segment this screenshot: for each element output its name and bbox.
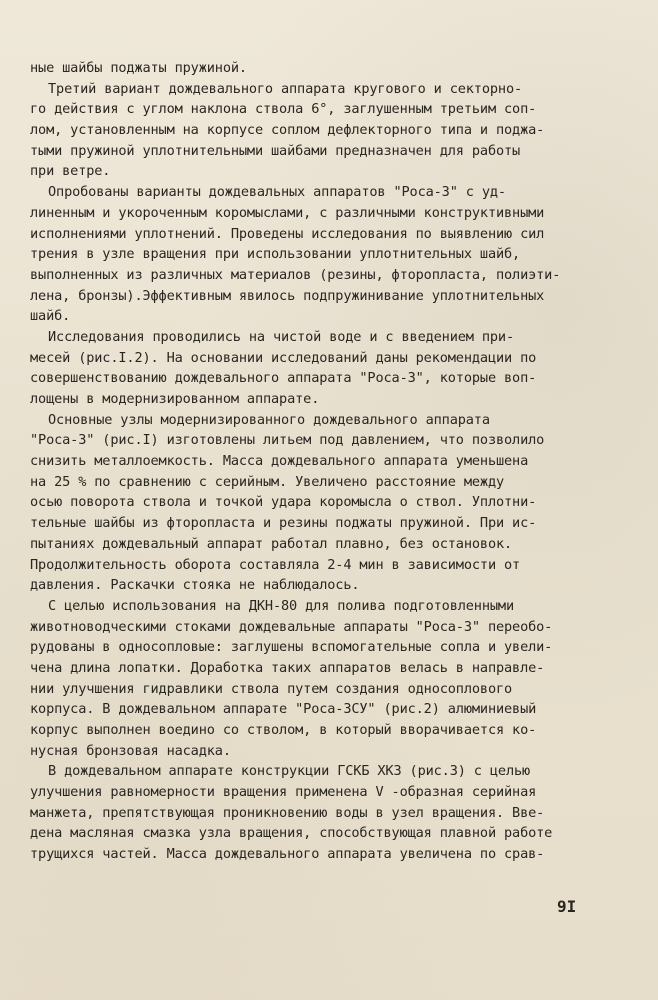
paragraph-start-line: С целью использования на ДКН-80 для полива подготовленными	[48, 597, 514, 614]
text-line: лена, бронзы).Эффективным явилось подпружинивание уплотнительных	[30, 287, 545, 304]
text-line: пытаниях дождевальный аппарат работал плавно, без остановок.	[30, 535, 513, 552]
text-line: линенным и укороченным коромыслами, с различными конструктивными	[30, 204, 545, 221]
text-line: трения в узле вращения при использовании уплотнительных шайб,	[30, 246, 521, 263]
text-line: ные шайбы поджаты пружиной.	[30, 60, 247, 76]
text-line: совершенствованию дождевального аппарата "Роса-3", которые воп-	[30, 370, 537, 387]
paragraph-start-line: Третий вариант дождевального аппарата кругового и секторно-	[48, 80, 523, 97]
text-line: тельные шайбы из фторопласта и резины поджаты пружиной. При ис-	[30, 515, 537, 532]
text-line: трущихся частей. Масса дождевального аппарата увеличена по срав-	[30, 846, 545, 863]
text-line: животноводческими стоками дождевальные аппараты "Роса-3" переобо-	[30, 618, 553, 635]
paragraph-start-line: Основные узлы модернизированного дождевального аппарата	[48, 411, 490, 428]
text-line: корпус выполнен воедино со стволом, в который вворачивается ко-	[30, 722, 537, 738]
text-line: го действия с углом наклона ствола 6°, заглушенным третьим соп-	[30, 101, 537, 118]
text-line: снизить металлоемкость. Масса дождевального аппарата уменьшена	[30, 453, 529, 470]
text-line: чена длина лопатки. Доработка таких аппаратов велась в направле-	[30, 659, 545, 676]
text-line: выполненных из различных материалов (резины, фторопласта, полиэти-	[30, 266, 561, 283]
text-line: дена масляная смазка узла вращения, способствующая плавной работе	[30, 825, 553, 842]
text-line: осью поворота ствола и точкой удара коромысла о ствол. Уплотни-	[30, 494, 537, 511]
text-line: лощены в модернизированном аппарате.	[30, 391, 320, 407]
paragraph-start-line: Исследования проводились на чистой воде и с введением при-	[48, 328, 514, 345]
text-line: рудованы в односопловые: заглушены вспомогательные сопла и увели-	[30, 639, 553, 656]
text-line: корпуса. В дождевальном аппарате "Роса-3СУ" (рис.2) алюминиевый	[30, 701, 537, 718]
page-number: 9I	[557, 897, 577, 916]
text-line: манжета, препятствующая проникновению воды в узел вращения. Вве-	[30, 804, 545, 821]
body-text	[30, 58, 590, 865]
text-line: шайб.	[30, 308, 71, 325]
text-line: нусная бронзовая насадка.	[30, 742, 231, 759]
text-line: тыми пружиной уплотнительными шайбами предназначен для работы	[30, 142, 521, 159]
text-line: давления. Раскачки стояка не наблюдалось.	[30, 577, 360, 594]
text-line: Продолжительность оборота составляла 2-4 мин в зависимости от	[30, 556, 521, 573]
text-line: месей (рис.I.2). На основании исследований даны рекомендации по	[30, 349, 537, 366]
paragraph-start-line: Опробованы варианты дождевальных аппаратов "Роса-3" с уд-	[48, 184, 506, 201]
text-line: на 25 % по сравнению с серийным. Увеличено расстояние между	[30, 473, 505, 490]
paragraph-start-line: В дождевальном аппарате конструкции ГСКБ ХКЗ (рис.3) с целью	[48, 763, 531, 780]
text-line: исполнениями уплотнений. Проведены исследования по выявлению сил	[30, 225, 545, 242]
text-line: при ветре.	[30, 163, 111, 180]
text-line: нии улучшения гидравлики ствола путем создания односоплового	[30, 680, 513, 697]
text-line: лом, установленным на корпусе соплом дефлекторного типа и поджа-	[30, 122, 545, 139]
text-line: улучшения равномерности вращения применена V -образная серийная	[30, 784, 537, 801]
text-line: "Роса-3" (рис.I) изготовлены литьем под давлением, что позволило	[30, 432, 545, 449]
